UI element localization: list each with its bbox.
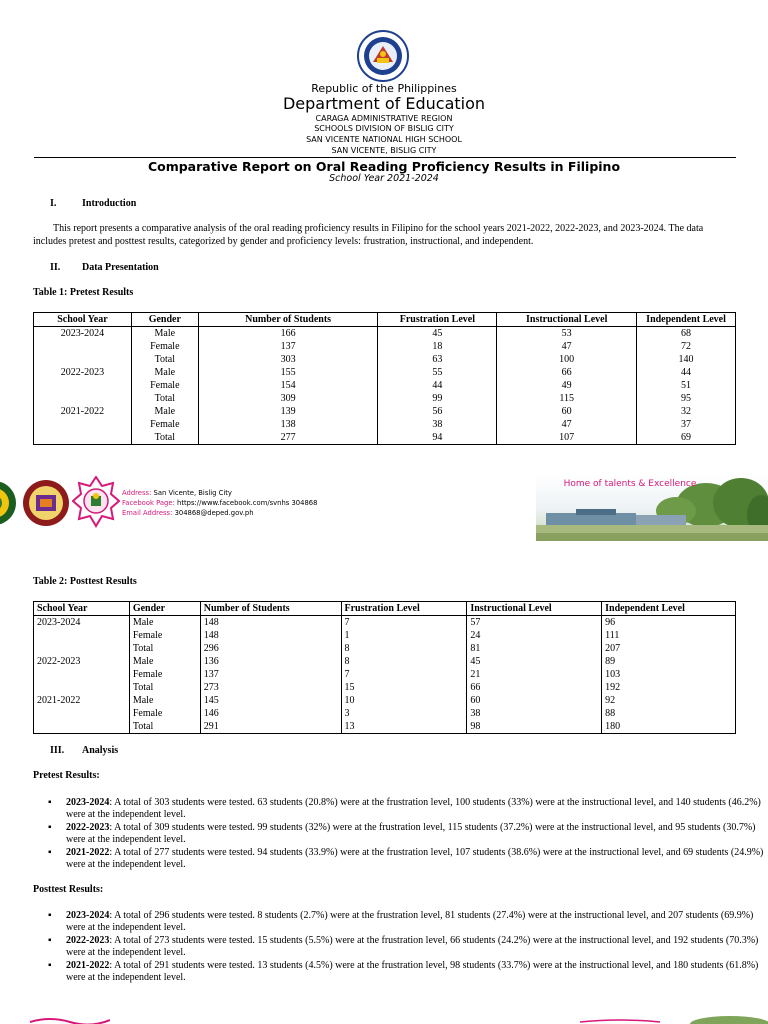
cell-number-students: 138 <box>198 418 378 431</box>
list-item <box>66 960 766 984</box>
cell-gender: Female <box>131 340 198 353</box>
header-rule <box>34 157 736 158</box>
col-gender: Gender <box>131 313 198 327</box>
report-school-year: School Year 2021-2024 <box>329 173 439 184</box>
cell-number-students: 145 <box>200 694 341 707</box>
table-row <box>34 431 736 445</box>
cell-independent: 88 <box>602 707 736 720</box>
data-presentation-heading: Data Presentation <box>82 262 159 273</box>
cell-number-students: 309 <box>198 392 378 405</box>
cell-gender: Total <box>131 392 198 405</box>
deped-seal-icon <box>357 30 409 82</box>
cell-frustration: 99 <box>378 392 497 405</box>
cell-independent: 92 <box>602 694 736 707</box>
cell-gender: Female <box>131 379 198 392</box>
cell-frustration: 8 <box>341 655 467 668</box>
department-name: Department of Education <box>282 94 486 113</box>
list-item-year: 2021-2022 <box>66 847 110 858</box>
table-row <box>34 405 736 418</box>
list-item <box>66 797 766 821</box>
cell-school-year <box>34 681 130 694</box>
cell-instructional: 60 <box>467 694 602 707</box>
cell-independent: 95 <box>637 392 736 405</box>
col-school-year: School Year <box>34 313 132 327</box>
cell-instructional: 66 <box>497 366 637 379</box>
cell-instructional: 49 <box>497 379 637 392</box>
data-presentation-number: II. <box>50 262 61 273</box>
cell-frustration: 55 <box>378 366 497 379</box>
cell-frustration: 7 <box>341 668 467 681</box>
cell-independent: 69 <box>637 431 736 445</box>
list-item <box>66 822 766 846</box>
cell-school-year <box>34 668 130 681</box>
cell-school-year: 2022-2023 <box>34 655 130 668</box>
cell-school-year <box>34 418 132 431</box>
republic-line: Republic of the Philippines <box>311 82 457 95</box>
division-line: SCHOOLS DIVISION OF BISLIG CITY <box>314 124 454 133</box>
cell-instructional: 66 <box>467 681 602 694</box>
list-item-year: 2023-2024 <box>66 910 110 921</box>
cell-school-year <box>34 340 132 353</box>
analysis-number: III. <box>50 745 65 756</box>
email-line <box>122 508 254 518</box>
table-row <box>34 392 736 405</box>
cell-instructional: 24 <box>467 629 602 642</box>
address-value: San Vicente, Bislig City <box>153 489 232 497</box>
cell-independent: 68 <box>637 327 736 341</box>
cell-school-year <box>34 629 130 642</box>
cell-instructional: 47 <box>497 340 637 353</box>
cell-gender: Male <box>131 405 198 418</box>
cell-gender: Male <box>131 366 198 379</box>
cell-frustration: 56 <box>378 405 497 418</box>
table-row <box>34 720 736 734</box>
cell-gender: Female <box>131 418 198 431</box>
table-row <box>34 418 736 431</box>
cell-instructional: 21 <box>467 668 602 681</box>
cell-independent: 37 <box>637 418 736 431</box>
table-row <box>34 327 736 341</box>
cell-number-students: 155 <box>198 366 378 379</box>
cell-school-year <box>34 392 132 405</box>
table-row <box>34 366 736 379</box>
school-tagline: Home of talents & Excellence <box>563 479 697 489</box>
col-school-year: School Year <box>34 602 130 616</box>
cell-frustration: 18 <box>378 340 497 353</box>
cell-gender: Female <box>129 629 200 642</box>
region-line: CARAGA ADMINISTRATIVE REGION <box>315 114 453 123</box>
cell-number-students: 136 <box>200 655 341 668</box>
cell-independent: 207 <box>602 642 736 655</box>
email-value[interactable]: 304868@deped.gov.ph <box>174 509 254 517</box>
cell-school-year <box>34 431 132 445</box>
list-item <box>66 847 766 871</box>
cell-school-year <box>34 720 130 734</box>
posttest-results-heading: Posttest Results: <box>33 884 104 895</box>
cell-frustration: 44 <box>378 379 497 392</box>
cell-school-year: 2023-2024 <box>34 327 132 341</box>
cell-gender: Male <box>129 655 200 668</box>
cell-number-students: 148 <box>200 616 341 630</box>
cell-independent: 44 <box>637 366 736 379</box>
cell-instructional: 100 <box>497 353 637 366</box>
list-item-text: : A total of 277 students were tested. 94 students (33.9%) were at the frustration level, 107 students (38.6%) were at the instructional level, and 69 students (24.9%) were at the independent level. <box>66 847 764 870</box>
cell-frustration: 63 <box>378 353 497 366</box>
cell-frustration: 38 <box>378 418 497 431</box>
cell-independent: 103 <box>602 668 736 681</box>
cell-number-students: 273 <box>200 681 341 694</box>
cell-independent: 140 <box>637 353 736 366</box>
pretest-table-caption: Table 1: Pretest Results <box>33 287 134 298</box>
school-line: SAN VICENTE NATIONAL HIGH SCHOOL <box>306 135 462 144</box>
cell-independent: 192 <box>602 681 736 694</box>
cell-school-year: 2023-2024 <box>34 616 130 630</box>
cell-independent: 51 <box>637 379 736 392</box>
table-row <box>34 694 736 707</box>
cell-frustration: 15 <box>341 681 467 694</box>
cell-frustration: 3 <box>341 707 467 720</box>
list-item-text: : A total of 291 students were tested. 13 students (4.5%) were at the frustration level, 98 students (33.7%) were at the instructional level, and 180 students (61.8%) were at the independent level. <box>66 960 759 983</box>
pretest-results-heading: Pretest Results: <box>33 770 100 781</box>
cell-gender: Male <box>129 616 200 630</box>
facebook-label: Facebook Page: <box>122 499 175 507</box>
list-item <box>66 935 766 959</box>
col-number-students: Number of Students <box>198 313 378 327</box>
posttest-table-caption: Table 2: Posttest Results <box>33 576 137 587</box>
intro-number: I. <box>50 198 57 209</box>
col-frustration: Frustration Level <box>378 313 497 327</box>
list-item-year: 2022-2023 <box>66 935 110 946</box>
cell-number-students: 296 <box>200 642 341 655</box>
cell-frustration: 13 <box>341 720 467 734</box>
cell-number-students: 303 <box>198 353 378 366</box>
facebook-value[interactable]: https://www.facebook.com/svnhs 304868 <box>177 499 318 507</box>
list-item-text: : A total of 303 students were tested. 63 students (20.8%) were at the frustration level, 100 students (33%) were at the instructional level, and 140 students (46.2%) were at the independent level. <box>66 797 761 820</box>
facebook-line <box>122 498 317 508</box>
table-row <box>34 707 736 720</box>
pretest-table <box>33 312 736 445</box>
col-instructional: Instructional Level <box>497 313 637 327</box>
cell-instructional: 60 <box>497 405 637 418</box>
table-row <box>34 340 736 353</box>
col-gender: Gender <box>129 602 200 616</box>
cell-frustration: 45 <box>378 327 497 341</box>
table-header-row <box>34 313 736 327</box>
list-item-year: 2023-2024 <box>66 797 110 808</box>
cell-independent: 32 <box>637 405 736 418</box>
cell-school-year: 2022-2023 <box>34 366 132 379</box>
cell-school-year: 2021-2022 <box>34 694 130 707</box>
table-row <box>34 616 736 630</box>
col-instructional: Instructional Level <box>467 602 602 616</box>
cell-gender: Total <box>129 681 200 694</box>
footer-decoration-left <box>30 1012 110 1024</box>
cell-instructional: 38 <box>467 707 602 720</box>
cell-independent: 72 <box>637 340 736 353</box>
cell-independent: 111 <box>602 629 736 642</box>
cell-instructional: 107 <box>497 431 637 445</box>
cell-number-students: 148 <box>200 629 341 642</box>
cell-number-students: 139 <box>198 405 378 418</box>
cell-school-year: 2021-2022 <box>34 405 132 418</box>
cell-independent: 180 <box>602 720 736 734</box>
cell-instructional: 45 <box>467 655 602 668</box>
cell-gender: Female <box>129 668 200 681</box>
cell-number-students: 137 <box>200 668 341 681</box>
table-header-row <box>34 602 736 616</box>
cell-frustration: 94 <box>378 431 497 445</box>
cell-gender: Total <box>129 642 200 655</box>
table-row <box>34 655 736 668</box>
cell-school-year <box>34 353 132 366</box>
posttest-table <box>33 601 736 734</box>
list-item-year: 2021-2022 <box>66 960 110 971</box>
list-item-text: : A total of 296 students were tested. 8 students (2.7%) were at the frustration level, 81 students (27.4%) were at the instructional level, and 207 students (69.9%) were at the independent level. <box>66 910 754 933</box>
cell-frustration: 1 <box>341 629 467 642</box>
cell-instructional: 47 <box>497 418 637 431</box>
cell-frustration: 8 <box>341 642 467 655</box>
intro-heading: Introduction <box>82 198 137 209</box>
analysis-heading: Analysis <box>82 745 119 756</box>
cell-number-students: 291 <box>200 720 341 734</box>
report-title: Comparative Report on Oral Reading Proficiency Results in Filipino <box>147 159 621 174</box>
division-logo-icon <box>0 480 18 526</box>
cell-instructional: 81 <box>467 642 602 655</box>
cell-gender: Male <box>129 694 200 707</box>
table-row <box>34 668 736 681</box>
cell-number-students: 166 <box>198 327 378 341</box>
col-independent: Independent Level <box>637 313 736 327</box>
cell-instructional: 98 <box>467 720 602 734</box>
intro-paragraph: This report presents a comparative analysis of the oral reading proficiency results in Filipino for the school years 2021-2022, 2022-2023, and 2023-2024. The data includes pretest and posttest results, categorized by gender and proficiency levels: frustration, instructional, and independent. <box>33 223 704 247</box>
cell-gender: Total <box>131 353 198 366</box>
table-row <box>34 681 736 694</box>
cell-gender: Total <box>131 431 198 445</box>
list-item-text: : A total of 273 students were tested. 15 students (5.5%) were at the frustration level, 66 students (24.2%) were at the instructional level, and 192 students (70.3%) were at the independent level. <box>66 935 759 958</box>
address-line <box>122 488 232 498</box>
cell-number-students: 154 <box>198 379 378 392</box>
list-item-year: 2022-2023 <box>66 822 110 833</box>
list-item-text: : A total of 309 students were tested. 99 students (32%) were at the frustration level, 115 students (37.2%) were at the instructional level, and 95 students (30.7%) were at the independent level. <box>66 822 756 845</box>
posttest-results-list <box>33 910 766 985</box>
cell-school-year <box>34 707 130 720</box>
pretest-results-list <box>33 797 766 872</box>
cell-frustration: 7 <box>341 616 467 630</box>
cell-gender: Male <box>131 327 198 341</box>
footer-decoration-right <box>580 1012 768 1024</box>
list-item <box>66 910 766 934</box>
location-line: SAN VICENTE, BISLIG CITY <box>331 146 437 155</box>
school-logo-icon <box>22 479 70 527</box>
col-number-students: Number of Students <box>200 602 341 616</box>
cell-independent: 89 <box>602 655 736 668</box>
cell-instructional: 57 <box>467 616 602 630</box>
cell-instructional: 115 <box>497 392 637 405</box>
table-row <box>34 629 736 642</box>
table-row <box>34 353 736 366</box>
table-row <box>34 642 736 655</box>
cell-frustration: 10 <box>341 694 467 707</box>
cell-independent: 96 <box>602 616 736 630</box>
cell-gender: Total <box>129 720 200 734</box>
table-row <box>34 379 736 392</box>
email-label: Email Address: <box>122 509 173 517</box>
cell-number-students: 277 <box>198 431 378 445</box>
col-frustration: Frustration Level <box>341 602 467 616</box>
address-label: Address: <box>122 489 152 497</box>
cell-school-year <box>34 379 132 392</box>
cell-school-year <box>34 642 130 655</box>
school-emblem-icon <box>72 476 120 528</box>
cell-gender: Female <box>129 707 200 720</box>
cell-number-students: 146 <box>200 707 341 720</box>
col-independent: Independent Level <box>602 602 736 616</box>
cell-instructional: 53 <box>497 327 637 341</box>
cell-number-students: 137 <box>198 340 378 353</box>
